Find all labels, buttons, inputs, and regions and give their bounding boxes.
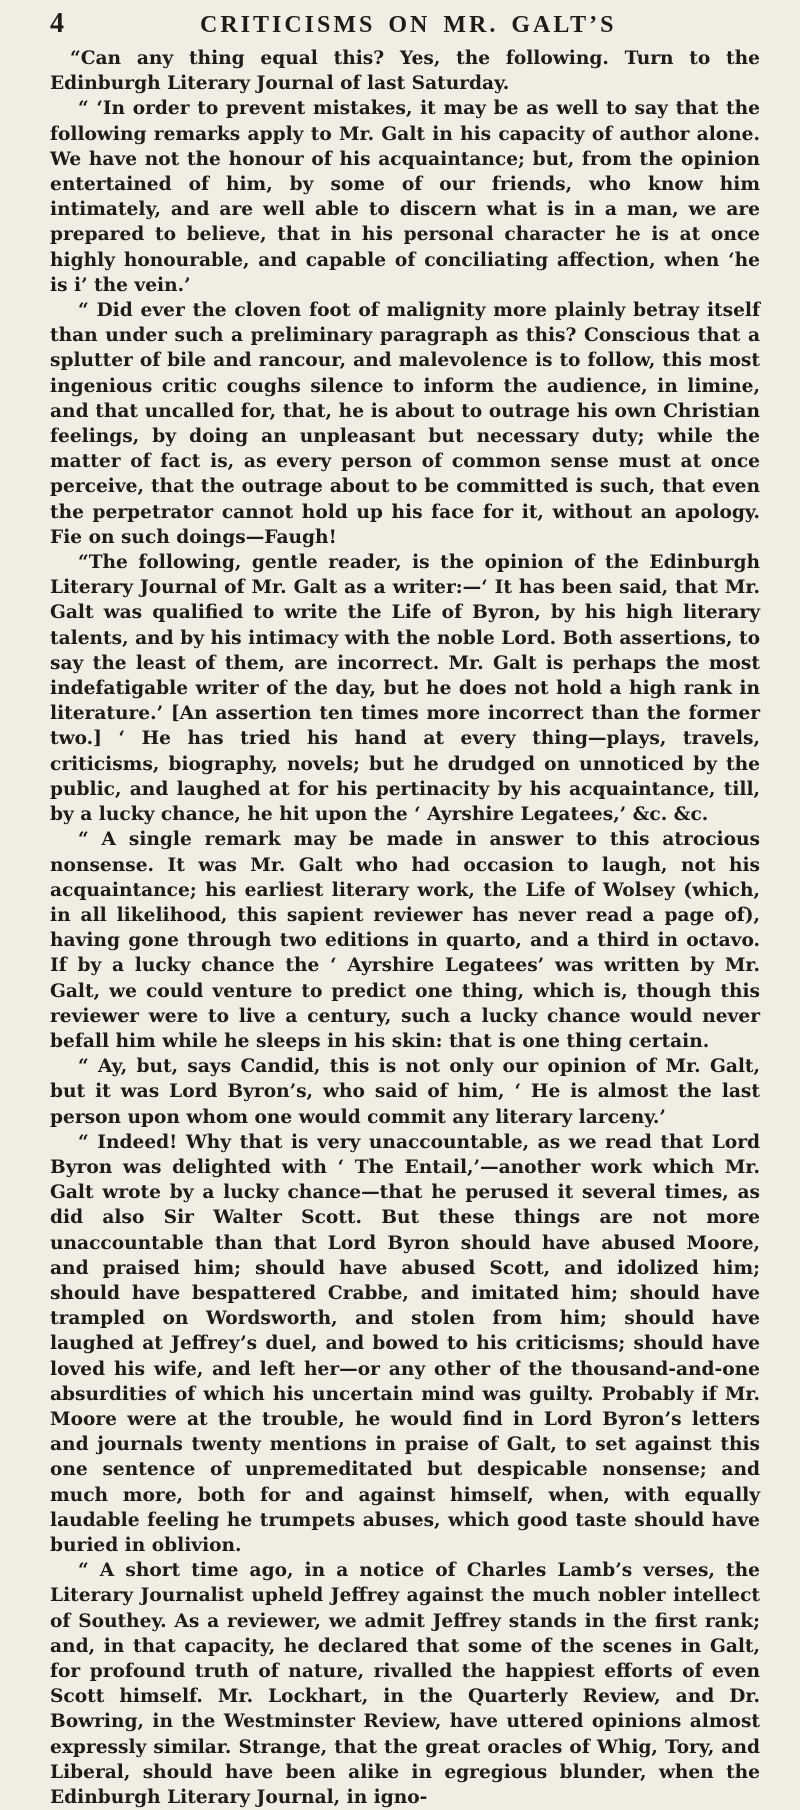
paragraph: “ Did ever the cloven foot of malignity more plainly betray itself than under such a preliminary paragraph as this? Conscious that a splutter of bile and rancour, and malevolence is to follow, this most ingenious critic coughs silence to inform the audience, in limine, and that uncalled for, that, he is about to outrage his own Christian feelings, by doing an unpleasant but necessary duty; while the matter of fact is, as every person of common sense must at once perceive, that the outrage about to be committed is such, that even the perpetrator cannot hold up his face for it, without an apology. Fie on such doings—Faugh! xyxy=(50,300,760,548)
paragraph: “ Indeed! Why that is very unaccountable, as we read that Lord Byron was delighted with ‘ The Entail,’—another work which Mr. Galt wrote by a lucky chance—that he perused it several times, as did also Sir Walter Scott. But these things are not more unaccountable than that Lord Byron should have abused Moore, and praised him; should have abused Scott, and idolized him; should have bespattered Crabbe, and imitated him; should have trampled on Wordsworth, and stolen from him; should have laughed at Jeffrey’s duel, and bowed to his criticisms; should have loved his wife, and left her—or any other of the thousand-and-one absurdities of which his uncertain mind was guilty. Probably if Mr. Moore were at the trouble, he would find in Lord Byron’s letters and journals twenty mentions in praise of Galt, to set against this one sentence of unpremeditated but despicable nonsense; and much more, both for and against himself, when, with equally laudable feeling he trumpets abuses, which good taste should have buried in oblivion. xyxy=(50,1131,760,1556)
page-header xyxy=(50,8,760,46)
page-number: 4 xyxy=(50,8,64,39)
body-text xyxy=(50,46,760,1810)
running-head: CRITICISMS ON MR. GALT’S xyxy=(200,12,617,38)
paragraph: “ Ay, but, says Candid, this is not only our opinion of Mr. Galt, but it was Lord Byron’s, who said of him, ‘ He is almost the last person upon whom one would commit any literary larceny.’ xyxy=(50,1056,760,1128)
paragraph: “Can any thing equal this? Yes, the following. Turn to the Edinburgh Literary Journal of last Saturday. xyxy=(50,48,760,95)
paragraph: “The following, gentle reader, is the opinion of the Edinburgh Literary Journal of Mr. Galt as a writer:—‘ It has been said, that Mr. Galt was qualified to write the Life of Byron, by his high literary talents, and by his intimacy with the noble Lord. Both assertions, to say the least of them, are incorrect. Mr. Galt is perhaps the most indefatigable writer of the day, but he does not hold a high rank in literature.’ [An assertion ten times more incorrect than the former two.] ‘ He has tried his hand at every thing—plays, travels, criticisms, biography, novels; but he drudged on unnoticed by the public, and laughed at for his pertinacity by his acquaintance, till, by a lucky chance, he hit upon the ‘ Ayrshire Legatees,’ &c. &c. xyxy=(50,552,760,826)
paragraph: “ A single remark may be made in answer to this atrocious nonsense. It was Mr. Galt who had occasion to laugh, not his acquaintance; his earliest literary work, the Life of Wolsey (which, in all likelihood, this sapient reviewer has never read a page of), having gone through two editions in quarto, and a third in octavo. If by a lucky chance the ‘ Ayrshire Legatees’ was written by Mr. Galt, we could venture to predict one thing, which is, though this reviewer were to live a century, such a lucky chance would never befall him while he sleeps in his skin: that is one thing certain. xyxy=(50,829,760,1052)
paragraph: “ A short time ago, in a notice of Charles Lamb’s verses, the Literary Journalist upheld Jeffrey against the much nobler intellect of Southey. As a reviewer, we admit Jeffrey stands in the first rank; and, in that capacity, he declared that some of the scenes in Galt, for profound truth of nature, rivalled the happiest efforts of even Scott himself. Mr. Lockhart, in the Quarterly Review, and Dr. Bowring, in the Westminster Review, have uttered opinions almost expressly similar. Strange, that the great oracles of Whig, Tory, and Liberal, should have been alike in egregious blunder, when the Edinburgh Literary Journal, in igno- xyxy=(50,1560,760,1809)
paragraph: “ ‘In order to prevent mistakes, it may be as well to say that the following remarks apply to Mr. Galt in his capacity of author alone. We have not the honour of his acquaintance; but, from the opinion entertained of him, by some of our friends, who know him intimately, and are well able to discern what is in a man, we are prepared to believe, that in his personal character he is at once highly honourable, and capable of conciliating affection, when ‘he is i’ the vein.’ xyxy=(50,98,760,296)
